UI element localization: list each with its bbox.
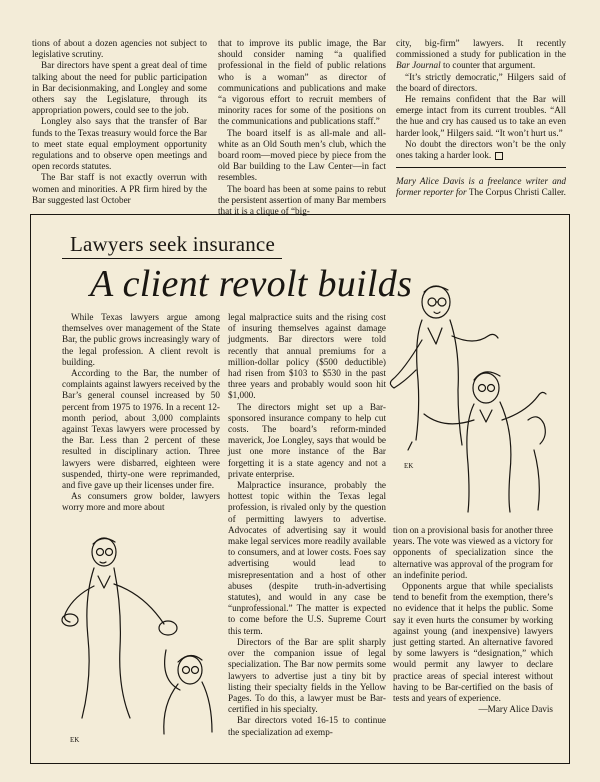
paragraph: Longley also says that the transfer of Bar funds to the Texas treasury would force the Bar to meet state equal employment opportunity regulations and to observe open meetings and open records statutes. (32, 116, 207, 172)
paragraph: The board has been at some pains to rebut the persistent assertion of many Bar members that it is a clique of “big- (218, 183, 386, 217)
paragraph: He remains confident that the Bar will emerge intact from its current troubles. “All the hue and cry has caused us to take an even harder look,” Hilgers said. “It won’t hurt us.” (396, 94, 566, 138)
svg-text:EK: EK (70, 736, 80, 744)
paragraph: tion on a provisional basis for another three years. The vote was viewed as a victory for opponents of specialization since the alternative was approval of the program for an indefinite period. (393, 525, 553, 580)
paragraph: Opponents argue that while specialists tend to benefit from the exemption, there’s no evidence that it helps the public. Some say it even hurts the consumer by working against young (and inexpensive) lawyers just getting started. An alternative favored by some lawyers is “designation,” which would permit any lawyer to declare practice areas of special interest without having to be Bar-certified on the basis of tests and years of experience. (393, 581, 553, 704)
paragraph: tions of about a dozen agencies not subject to legislative scrutiny. (32, 38, 207, 60)
author-bio: Mary Alice Davis is a freelance writer and former reporter for The Corpus Christi Caller. (396, 176, 566, 198)
paragraph: Bar directors voted 16-15 to continue the specialization ad exemp- (228, 715, 386, 737)
svg-text:EK: EK (404, 462, 414, 470)
top-column-3 (396, 38, 566, 199)
cartoon-boxing-lawyers-illustration (60, 530, 220, 755)
paragraph: Malpractice insurance, probably the hottest topic within the Texas legal profession, is rivaled only by the question of permitting lawyers to advertise. Advocates of advertising say it would make legal services more readily available to consumers, and at lower costs. Foes say advertising would lead to misrepresentation and a host of other abuses (despite truth-in-advertising statutes), and would in any case be “unprofessional.” The matter is expected to come before the U.S. Supreme Court this term. (228, 480, 386, 636)
paragraph: Directors of the Bar are split sharply over the companion issue of legal specialization. The Bar now permits some lawyers to advertise just a tiny bit by listing their specialty fields in the Yellow Pages. To do this, a lawyer must be Bar-certified in his specialty. (228, 636, 386, 715)
signature: —Mary Alice Davis (478, 704, 553, 715)
kicker-rule (62, 258, 282, 259)
top-column-2 (218, 38, 386, 217)
paragraph: The Bar staff is not exactly overrun with women and minorities. A PR firm hired by the Bar suggested last October (32, 172, 207, 205)
paragraph: The directors might set up a Bar-sponsored insurance company to help cut costs. The board’s reform-minded maverick, Joe Longley, says that would be just one more instance of the Bar forgetting it is a state agency and not a private enterprise. (228, 401, 386, 479)
paragraph: The board itself is as all-male and all-white as an Old South men’s club, which the board room—moved piece by piece from the old Bar building to the Law Center—in fact resembles. (218, 127, 386, 183)
paragraph: Bar directors have spent a great deal of time talking about the need for public participation in Bar decisionmaking, and Longley and some others say the Legislature, through its appropriation powers, could see to the job. (32, 60, 207, 116)
top-column-1 (32, 38, 207, 206)
paragraph: While Texas lawyers argue among themselves over management of the State Bar, the public grows increasingly wary of the legal profession. A client revolt is building. (62, 312, 220, 367)
byline-rule (396, 167, 566, 168)
end-mark-icon (495, 152, 503, 160)
sidebar-column-3 (393, 525, 553, 715)
sidebar-column-1 (62, 312, 220, 514)
paragraph: “It’s strictly democratic,” Hilgers said of the board of directors. (396, 71, 566, 93)
sidebar-kicker: Lawyers seek insurance (70, 232, 275, 256)
paragraph: city, big-firm” lawyers. It recently commissioned a study for publication in the Bar Journal to counter that argument. (396, 38, 566, 71)
paragraph: legal malpractice suits and the rising cost of insuring themselves against damage judgments. Bar directors were told recently that annual premiums for a million-dollar policy ($500 deductible) had risen from $103 to $530 in the past three years and probably would soon hit $1,000. (228, 312, 386, 401)
paragraph: No doubt the directors won’t be the only ones taking a harder look. (396, 138, 566, 161)
paragraph: that to improve its public image, the Bar should consider naming “a qualified professional in the field of public relations who is a woman” as director of communications and publications and make “a vigorous effort to recruit members of minority races for some of the positions on the communications and publications staff.” (218, 38, 386, 127)
paragraph: According to the Bar, the number of complaints against lawyers received by the Bar’s general counsel increased by 50 percent from 1975 to 1976. In a recent 12-month period, about 3,000 complaints against Texas lawyers were processed by the Bar. Less than 2 percent of these resulted in disciplinary action. Three lawyers were disbarred, eighteen were suspended, thirty-one were reprimanded, and five gave up their licenses under fire. (62, 368, 220, 491)
sidebar-headline: A client revolt builds (90, 263, 413, 305)
sidebar-column-2 (228, 312, 386, 738)
cartoon-lawyers-shrugging-illustration (388, 270, 558, 520)
paragraph: As consumers grow bolder, lawyers worry more and more about (62, 491, 220, 513)
